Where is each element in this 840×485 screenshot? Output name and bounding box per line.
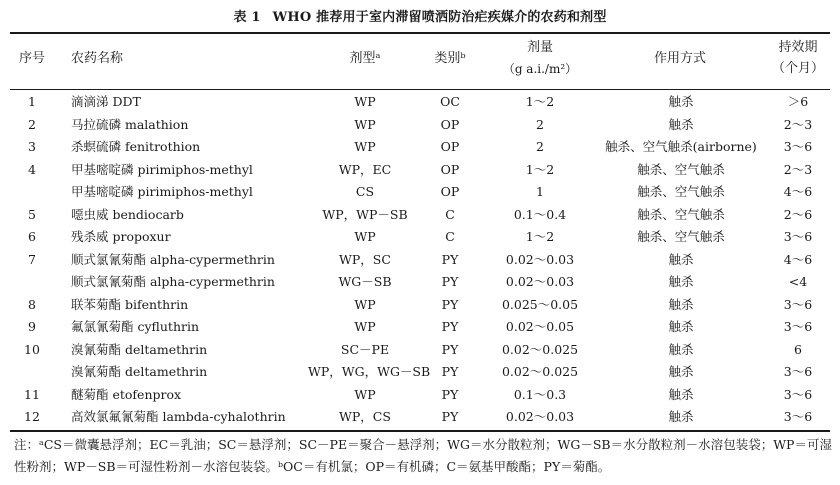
table-row	[0, 339, 840, 362]
cell-name: 杀螟硫磷 fenitrothion	[71, 139, 201, 154]
header-formulation: 剂型ᵃ	[349, 51, 381, 66]
cell-name: 溴氰菊酯 deltamethrin	[71, 341, 208, 357]
cell-dose: 0.02～0.03	[505, 409, 575, 424]
table-row	[0, 406, 840, 429]
cell-mode: 触杀	[668, 296, 694, 312]
cell-name: 醚菊酯 etofenprox	[71, 386, 182, 402]
cell-class: C	[445, 229, 455, 244]
top-rule	[10, 32, 830, 34]
cell-class: OP	[440, 184, 460, 199]
header-mode: 作用方式	[653, 51, 706, 66]
header-class: 类别ᵇ	[434, 51, 466, 66]
cell-formulation: WP，WP－SB	[322, 206, 408, 222]
cell-name: 残杀威 propoxur	[71, 229, 171, 244]
cell-formulation: WP	[354, 319, 376, 334]
table-row	[0, 384, 840, 407]
cell-duration: 3～6	[783, 296, 813, 312]
cell-duration: 3～6	[783, 229, 813, 244]
header-duration: 持效期	[778, 40, 818, 55]
cell-name: 顺式氯氰菊酯 alpha-cypermethrin	[71, 251, 275, 267]
cell-dose: 0.02～0.03	[505, 251, 575, 267]
cell-class: PY	[441, 319, 459, 334]
cell-class: PY	[441, 364, 459, 379]
cell-mode: 触杀、空气触杀	[637, 184, 725, 199]
cell-name: 马拉硫磷 malathion	[71, 116, 189, 132]
cell-class: OC	[440, 94, 460, 109]
cell-mode: 触杀	[668, 251, 694, 267]
table-row	[0, 181, 840, 204]
table-row	[0, 294, 840, 317]
cell-formulation: WP	[354, 139, 376, 154]
table-row	[0, 316, 840, 339]
cell-formulation: WP，SC	[339, 251, 391, 267]
cell-formulation: WP	[354, 94, 376, 109]
cell-mode: 触杀	[668, 364, 694, 379]
cell-dose: 0.02～0.03	[505, 274, 575, 289]
cell-name: 顺式氯氰菊酯 alpha-cypermethrin	[71, 274, 275, 289]
cell-class: C	[445, 206, 455, 222]
header-duration-unit: （个月）	[771, 61, 824, 76]
cell-name: 联苯菊酯 bifenthrin	[71, 296, 189, 312]
header-rule	[10, 89, 830, 90]
cell-dose: 2	[536, 116, 544, 132]
cell-dose: 0.02～0.05	[505, 319, 575, 334]
cell-formulation: CS	[355, 184, 375, 199]
cell-mode: 触杀	[668, 274, 694, 289]
cell-mode: 触杀	[668, 94, 694, 109]
cell-seq	[12, 181, 52, 204]
cell-duration: 3～6	[783, 386, 813, 402]
cell-class: PY	[441, 409, 459, 424]
cell-class: OP	[440, 116, 460, 132]
table-title	[0, 6, 840, 25]
cell-seq: 11	[24, 386, 40, 402]
header-dose: 剂量	[526, 40, 553, 55]
cell-dose: 0.02～0.025	[501, 341, 579, 357]
header-name: 农药名称	[71, 51, 124, 66]
cell-dose: 0.1～0.4	[513, 206, 567, 222]
bottom-rule	[10, 430, 830, 432]
cell-dose: 0.025～0.05	[501, 296, 579, 312]
cell-seq: 4	[28, 161, 36, 177]
cell-dose: 0.02～0.025	[501, 364, 579, 379]
table-row	[0, 226, 840, 249]
cell-seq: 12	[24, 409, 40, 424]
cell-mode: 触杀	[668, 409, 694, 424]
cell-duration: 2～6	[783, 206, 813, 222]
cell-seq: 5	[28, 206, 36, 222]
cell-duration: 2～3	[783, 116, 813, 132]
cell-seq: 9	[28, 319, 36, 334]
cell-formulation: WP	[354, 116, 376, 132]
cell-name: 高效氯氟氰菊酯 lambda-cyhalothrin	[71, 409, 286, 424]
cell-duration: 2～3	[783, 161, 813, 177]
table-row	[0, 114, 840, 137]
cell-name: 甲基嘧啶磷 pirimiphos-methyl	[71, 184, 253, 199]
cell-formulation: SC－PE	[340, 341, 390, 357]
table-title-text: WHO 推荐用于室内滞留喷洒防治疟疾媒介的农药和剂型	[272, 10, 607, 25]
cell-mode: 触杀、空气触杀(airborne)	[605, 139, 757, 154]
cell-formulation: WP，CS	[339, 409, 391, 424]
cell-duration: 3～6	[783, 319, 813, 334]
cell-seq: 1	[28, 94, 36, 109]
cell-seq: 2	[28, 116, 36, 132]
cell-seq: 7	[28, 251, 36, 267]
cell-seq: 3	[28, 139, 36, 154]
table-row	[0, 159, 840, 182]
cell-dose: 1	[536, 184, 544, 199]
table-row	[0, 249, 840, 272]
header-dose-unit: （g a.i./m²）	[502, 62, 578, 76]
cell-class: PY	[441, 341, 459, 357]
cell-mode: 触杀	[668, 341, 694, 357]
cell-duration: 3～6	[783, 139, 813, 154]
cell-mode: 触杀	[668, 319, 694, 334]
cell-class: OP	[440, 161, 460, 177]
table-row	[0, 136, 840, 159]
cell-formulation: WP，EC	[338, 161, 392, 177]
cell-formulation: WP	[354, 296, 376, 312]
cell-dose: 1～2	[525, 229, 555, 244]
cell-mode: 触杀、空气触杀	[637, 161, 725, 177]
cell-class: PY	[441, 274, 459, 289]
table-row	[0, 91, 840, 114]
table-row	[0, 204, 840, 227]
cell-dose: 1～2	[525, 94, 555, 109]
cell-duration: 4～6	[783, 251, 813, 267]
cell-name: 甲基嘧啶磷 pirimiphos-methyl	[71, 161, 253, 177]
table-footnote: 注：ᵃCS＝微囊悬浮剂；EC＝乳油；SC＝悬浮剂；SC－PE＝聚合－悬浮剂；WG＝水分散粒剂；WG－SB＝水分散粒剂－水溶包装袋；WP＝可湿性粉剂；WP－SB＝可湿性粉剂－水溶包装袋。ᵇOC＝有机氯；OP＝有机磷；C＝氨基甲酸酯；PY＝菊酯。	[14, 437, 832, 474]
cell-name: 氟氯氰菊酯 cyfluthrin	[71, 319, 200, 334]
cell-mode: 触杀、空气触杀	[637, 229, 725, 244]
cell-class: OP	[440, 139, 460, 154]
cell-seq: 6	[28, 229, 36, 244]
cell-dose: 0.1～0.3	[513, 386, 567, 402]
cell-name: 噁虫威 bendiocarb	[71, 206, 184, 222]
cell-seq: 10	[24, 341, 40, 357]
header-seq: 序号	[18, 51, 45, 66]
cell-formulation: WP	[354, 386, 376, 402]
cell-duration: 4～6	[783, 184, 813, 199]
cell-formulation: WG－SB	[338, 274, 392, 289]
cell-mode: 触杀、空气触杀	[637, 206, 725, 222]
cell-seq	[12, 271, 52, 294]
table-number: 表 1	[233, 10, 261, 25]
cell-duration: 6	[794, 341, 802, 357]
cell-name: 溴氰菊酯 deltamethrin	[71, 364, 208, 379]
cell-seq	[12, 361, 52, 384]
cell-dose: 1～2	[525, 161, 555, 177]
cell-formulation: WP	[354, 229, 376, 244]
cell-class: PY	[441, 296, 459, 312]
cell-dose: 2	[536, 139, 544, 154]
table-row	[0, 271, 840, 294]
cell-formulation: WP，WG，WG－SB	[308, 364, 431, 379]
cell-name: 滴滴涕 DDT	[71, 94, 141, 109]
cell-duration: 3～6	[783, 409, 813, 424]
cell-class: PY	[441, 251, 459, 267]
cell-duration: 3～6	[783, 364, 813, 379]
cell-mode: 触杀	[668, 116, 694, 132]
cell-class: PY	[441, 386, 459, 402]
cell-duration: <4	[788, 274, 808, 289]
table-row	[0, 361, 840, 384]
cell-seq: 8	[28, 296, 36, 312]
cell-mode: 触杀	[668, 386, 694, 402]
cell-duration: ＞6	[787, 94, 809, 109]
